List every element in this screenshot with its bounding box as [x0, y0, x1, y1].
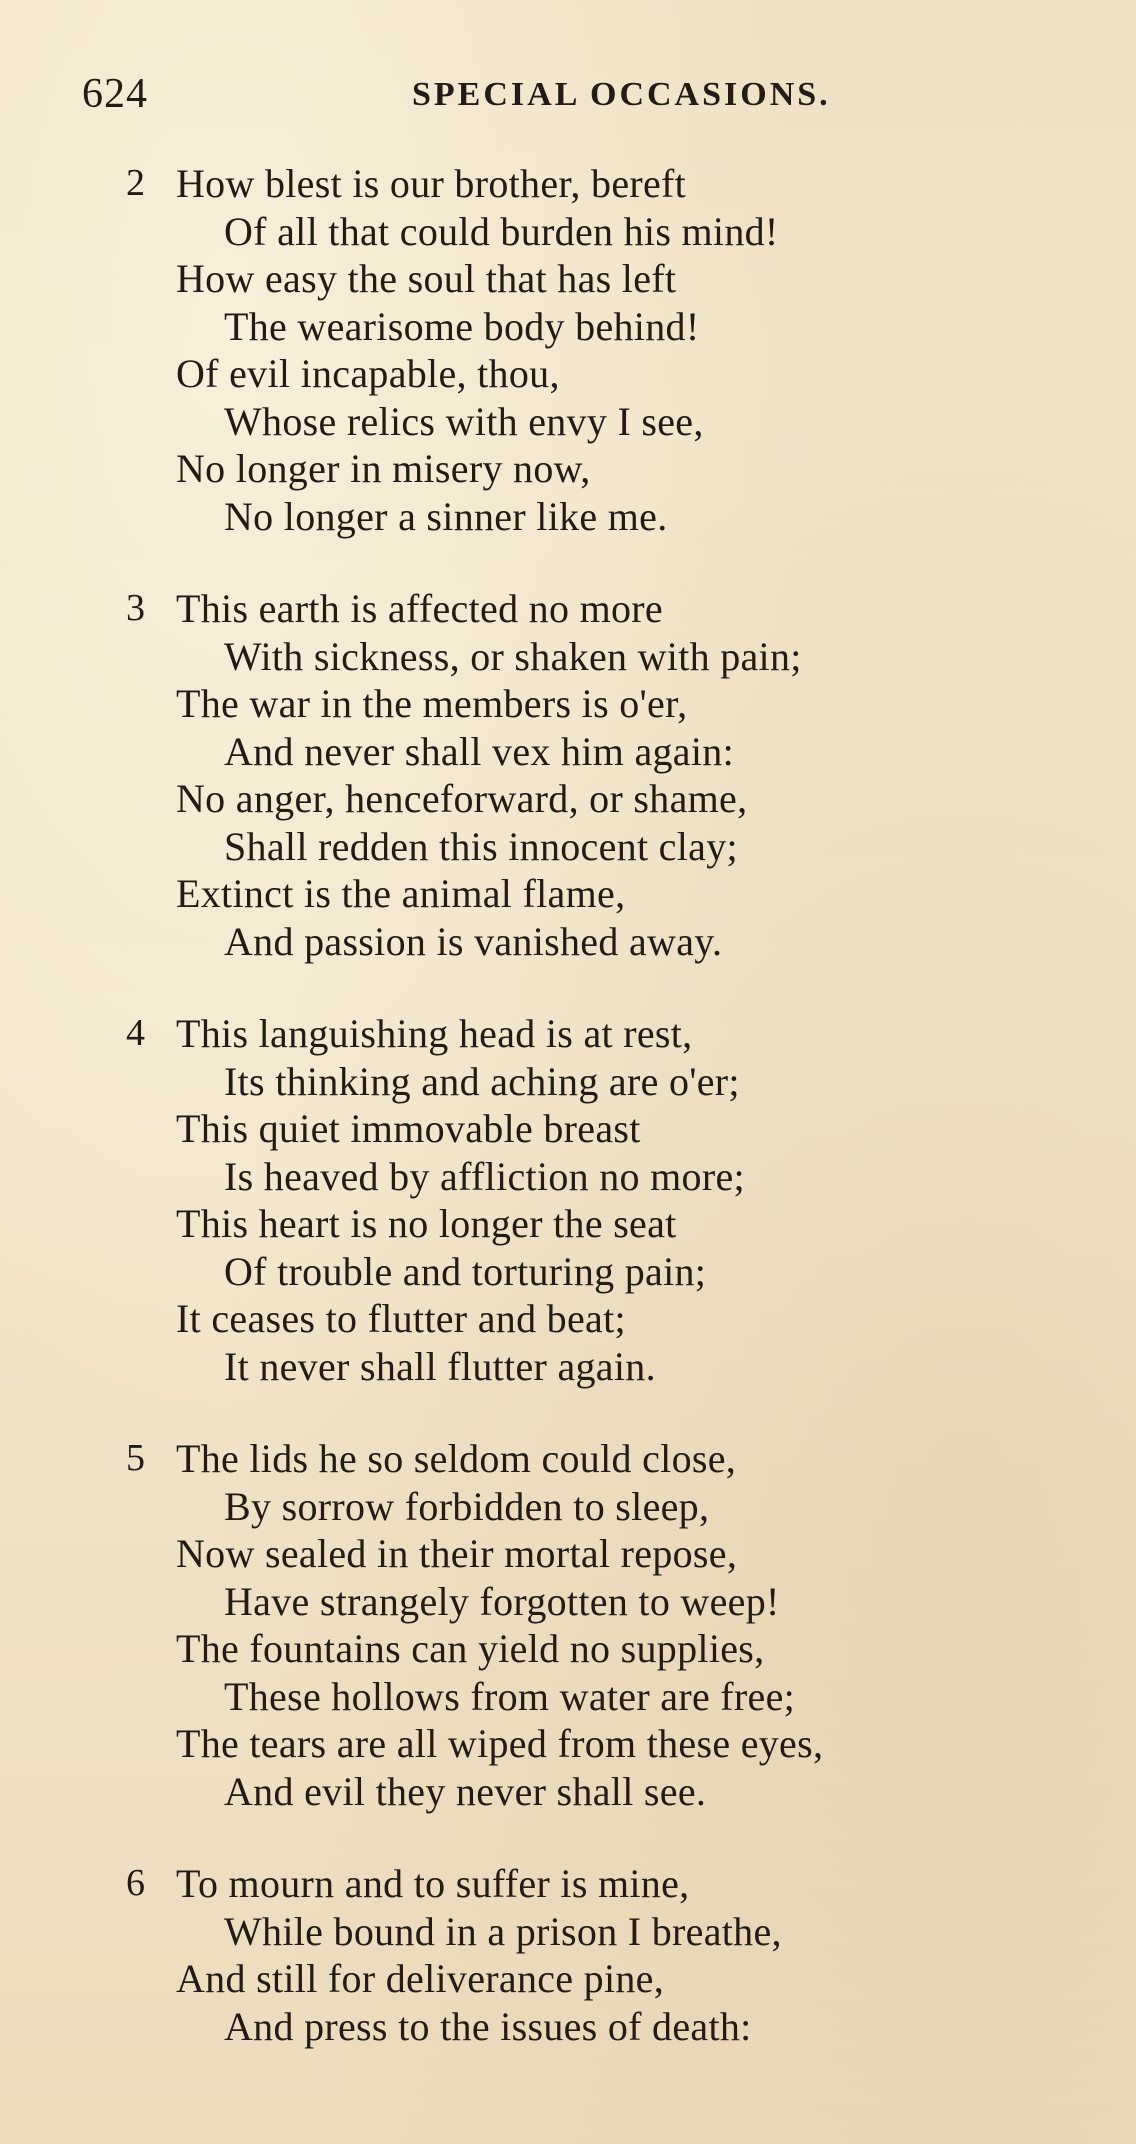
verse-line: The tears are all wiped from these eyes,: [176, 1721, 824, 1766]
verse-line: And evil they never shall see.: [224, 1768, 707, 1814]
verse-line: No longer in misery now,: [176, 446, 591, 491]
verse-line: And still for deliverance pine,: [176, 1956, 665, 2001]
verse-line: It never shall flutter again.: [224, 1343, 656, 1389]
page-number: 624: [82, 71, 148, 117]
verse-line: The wearisome body behind!: [224, 303, 700, 349]
verse-line: And passion is vanished away.: [224, 918, 723, 964]
verse-line: Have strangely forgotten to weep!: [224, 1578, 780, 1624]
verse-line: Of all that could burden his mind!: [224, 208, 779, 254]
verse-line: By sorrow forbidden to sleep,: [224, 1483, 710, 1529]
verse-line: Of trouble and torturing pain;: [224, 1248, 707, 1294]
verse-line: Extinct is the animal flame,: [176, 871, 626, 916]
verse-line: Is heaved by affliction no more;: [224, 1153, 745, 1199]
running-head: SPECIAL OCCASIONS.: [412, 76, 831, 113]
verse-line: It ceases to flutter and beat;: [176, 1296, 626, 1341]
stanza-number: 3: [126, 587, 145, 629]
page-header: [82, 70, 1032, 120]
verse-line: Shall redden this innocent clay;: [224, 823, 738, 869]
verse-line: To mourn and to suffer is mine,: [176, 1861, 690, 1906]
stanza-number: 4: [126, 1012, 145, 1054]
verse-line: And press to the issues of death:: [224, 2003, 752, 2049]
verse-line: The fountains can yield no supplies,: [176, 1626, 765, 1671]
verse-line: No longer a sinner like me.: [224, 493, 668, 539]
verse-line: How blest is our brother, bereft: [176, 161, 687, 206]
verse-line: This heart is no longer the seat: [176, 1201, 677, 1246]
stanza-number: 2: [126, 162, 145, 204]
verse-line: This languishing head is at rest,: [176, 1011, 693, 1056]
verse-line: How easy the soul that has left: [176, 256, 677, 301]
verse-line: While bound in a prison I breathe,: [224, 1908, 782, 1954]
stanza-number: 5: [126, 1437, 145, 1479]
verse-line: This quiet immovable breast: [176, 1106, 641, 1151]
verse-line: The war in the members is o'er,: [176, 681, 688, 726]
verse-line: With sickness, or shaken with pain;: [224, 633, 802, 679]
verse-line: This earth is affected no more: [176, 586, 663, 631]
stanza-number: 6: [126, 1862, 145, 1904]
verse-line: Its thinking and aching are o'er;: [224, 1058, 740, 1104]
verse-line: Now sealed in their mortal repose,: [176, 1531, 738, 1576]
verse-line: And never shall vex him again:: [224, 728, 734, 774]
verse-line: No anger, henceforward, or shame,: [176, 776, 748, 821]
verse-line: Whose relics with envy I see,: [224, 398, 704, 444]
verse-line: Of evil incapable, thou,: [176, 351, 560, 396]
verse-line: The lids he so seldom could close,: [176, 1436, 737, 1481]
verse-line: These hollows from water are free;: [224, 1673, 796, 1719]
